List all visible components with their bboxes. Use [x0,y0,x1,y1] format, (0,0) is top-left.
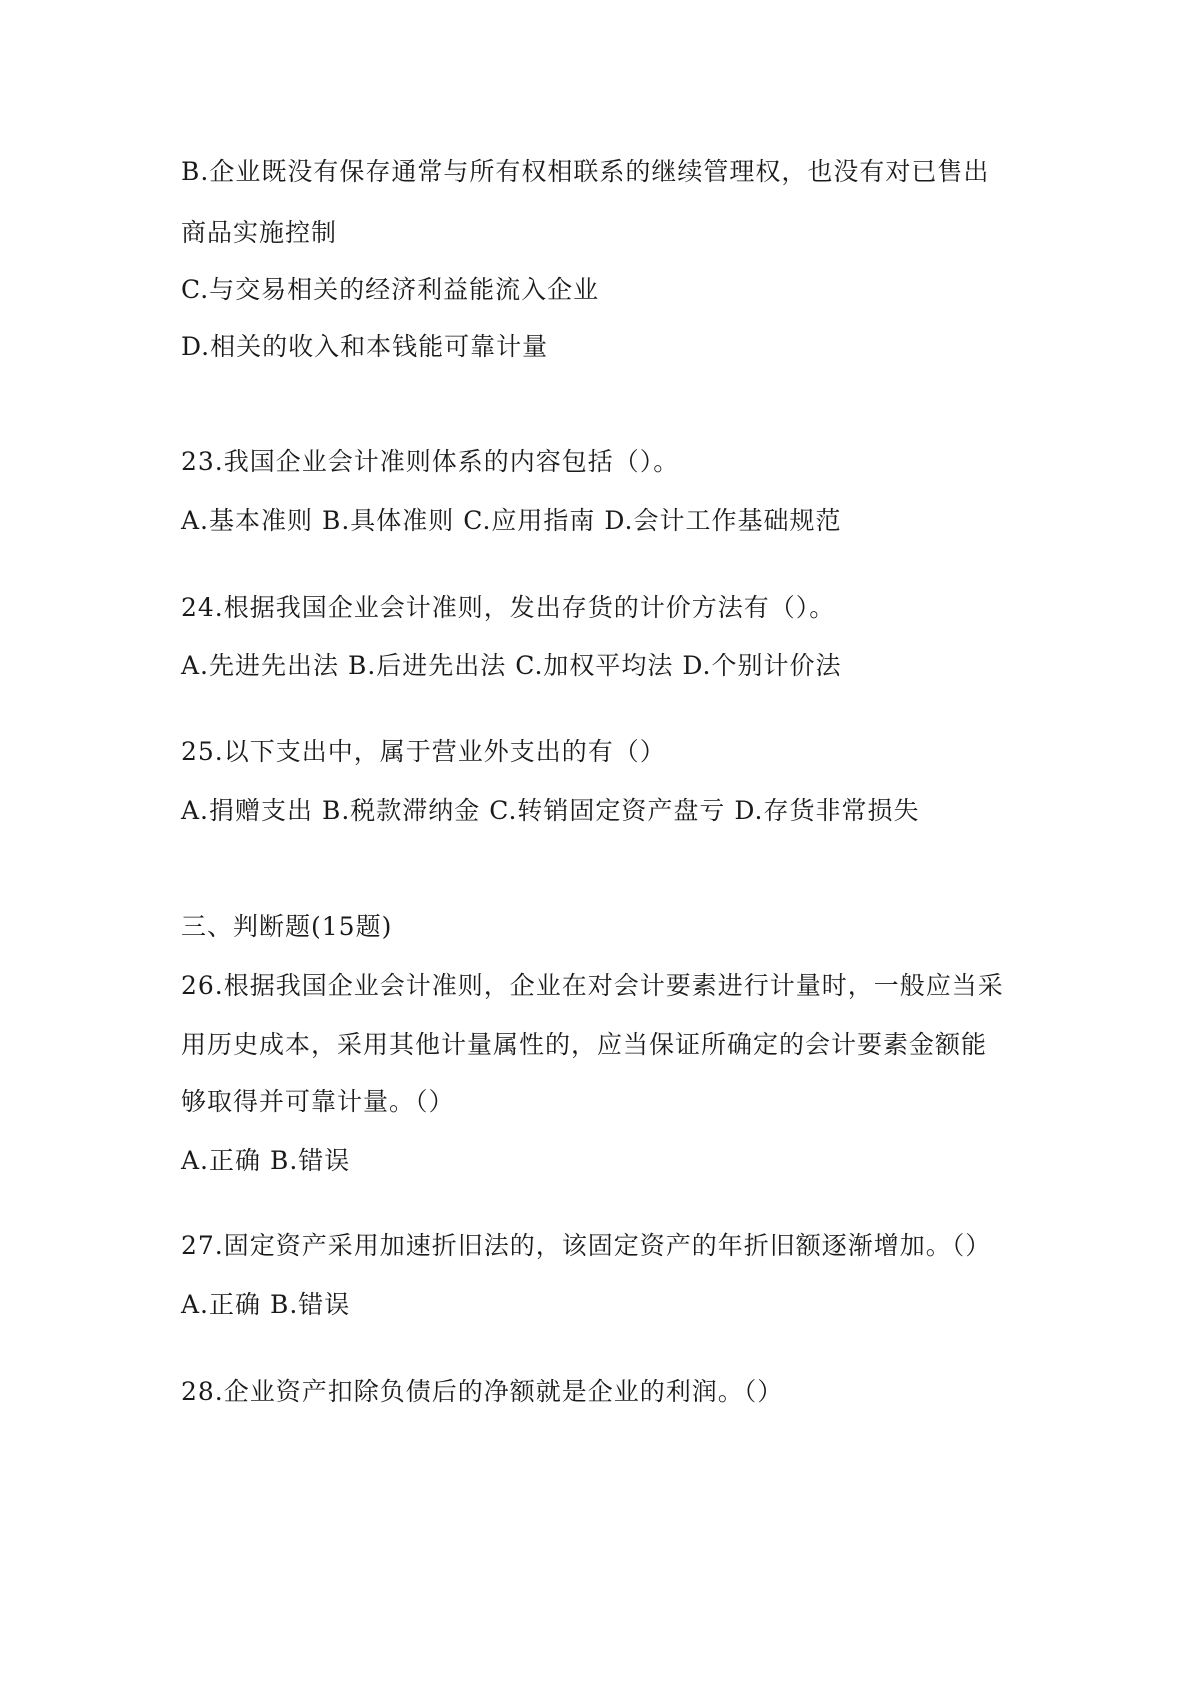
question-27-options: A.正确 B.错误 [181,1290,351,1319]
question-28: 28.企业资产扣除负债后的净额就是企业的利润。（） [181,1377,784,1406]
question-25-options: A.捐赠支出 B.税款滞纳金 C.转销固定资产盘亏 D.存货非常损失 [181,796,920,825]
question-26-line-3: 够取得并可靠计量。（） [181,1087,455,1116]
question-23: 23.我国企业会计准则体系的内容包括（）。 [181,447,680,476]
question-26-options: A.正确 B.错误 [181,1146,351,1175]
question-24: 24.根据我国企业会计准则，发出存货的计价方法有（）。 [181,593,836,622]
option-b-line-1: B.企业既没有保存通常与所有权相联系的继续管理权，也没有对已售出 [181,157,990,186]
section-heading: 三、判断题(15题) [181,912,393,941]
question-26-line-2: 用历史成本，采用其他计量属性的，应当保证所确定的会计要素金额能 [181,1030,988,1059]
question-24-options: A.先进先出法 B.后进先出法 C.加权平均法 D.个别计价法 [181,651,842,680]
question-26-line-1: 26.根据我国企业会计准则，企业在对会计要素进行计量时，一般应当采 [181,971,1004,1000]
option-d: D.相关的收入和本钱能可靠计量 [181,332,549,361]
option-b-line-2: 商品实施控制 [181,218,338,247]
question-25: 25.以下支出中，属于营业外支出的有（） [181,737,666,766]
question-27: 27.固定资产采用加速折旧法的，该固定资产的年折旧额逐渐增加。（） [181,1231,992,1260]
option-c: C.与交易相关的经济利益能流入企业 [181,275,600,304]
question-23-options: A.基本准则 B.具体准则 C.应用指南 D.会计工作基础规范 [181,506,842,535]
